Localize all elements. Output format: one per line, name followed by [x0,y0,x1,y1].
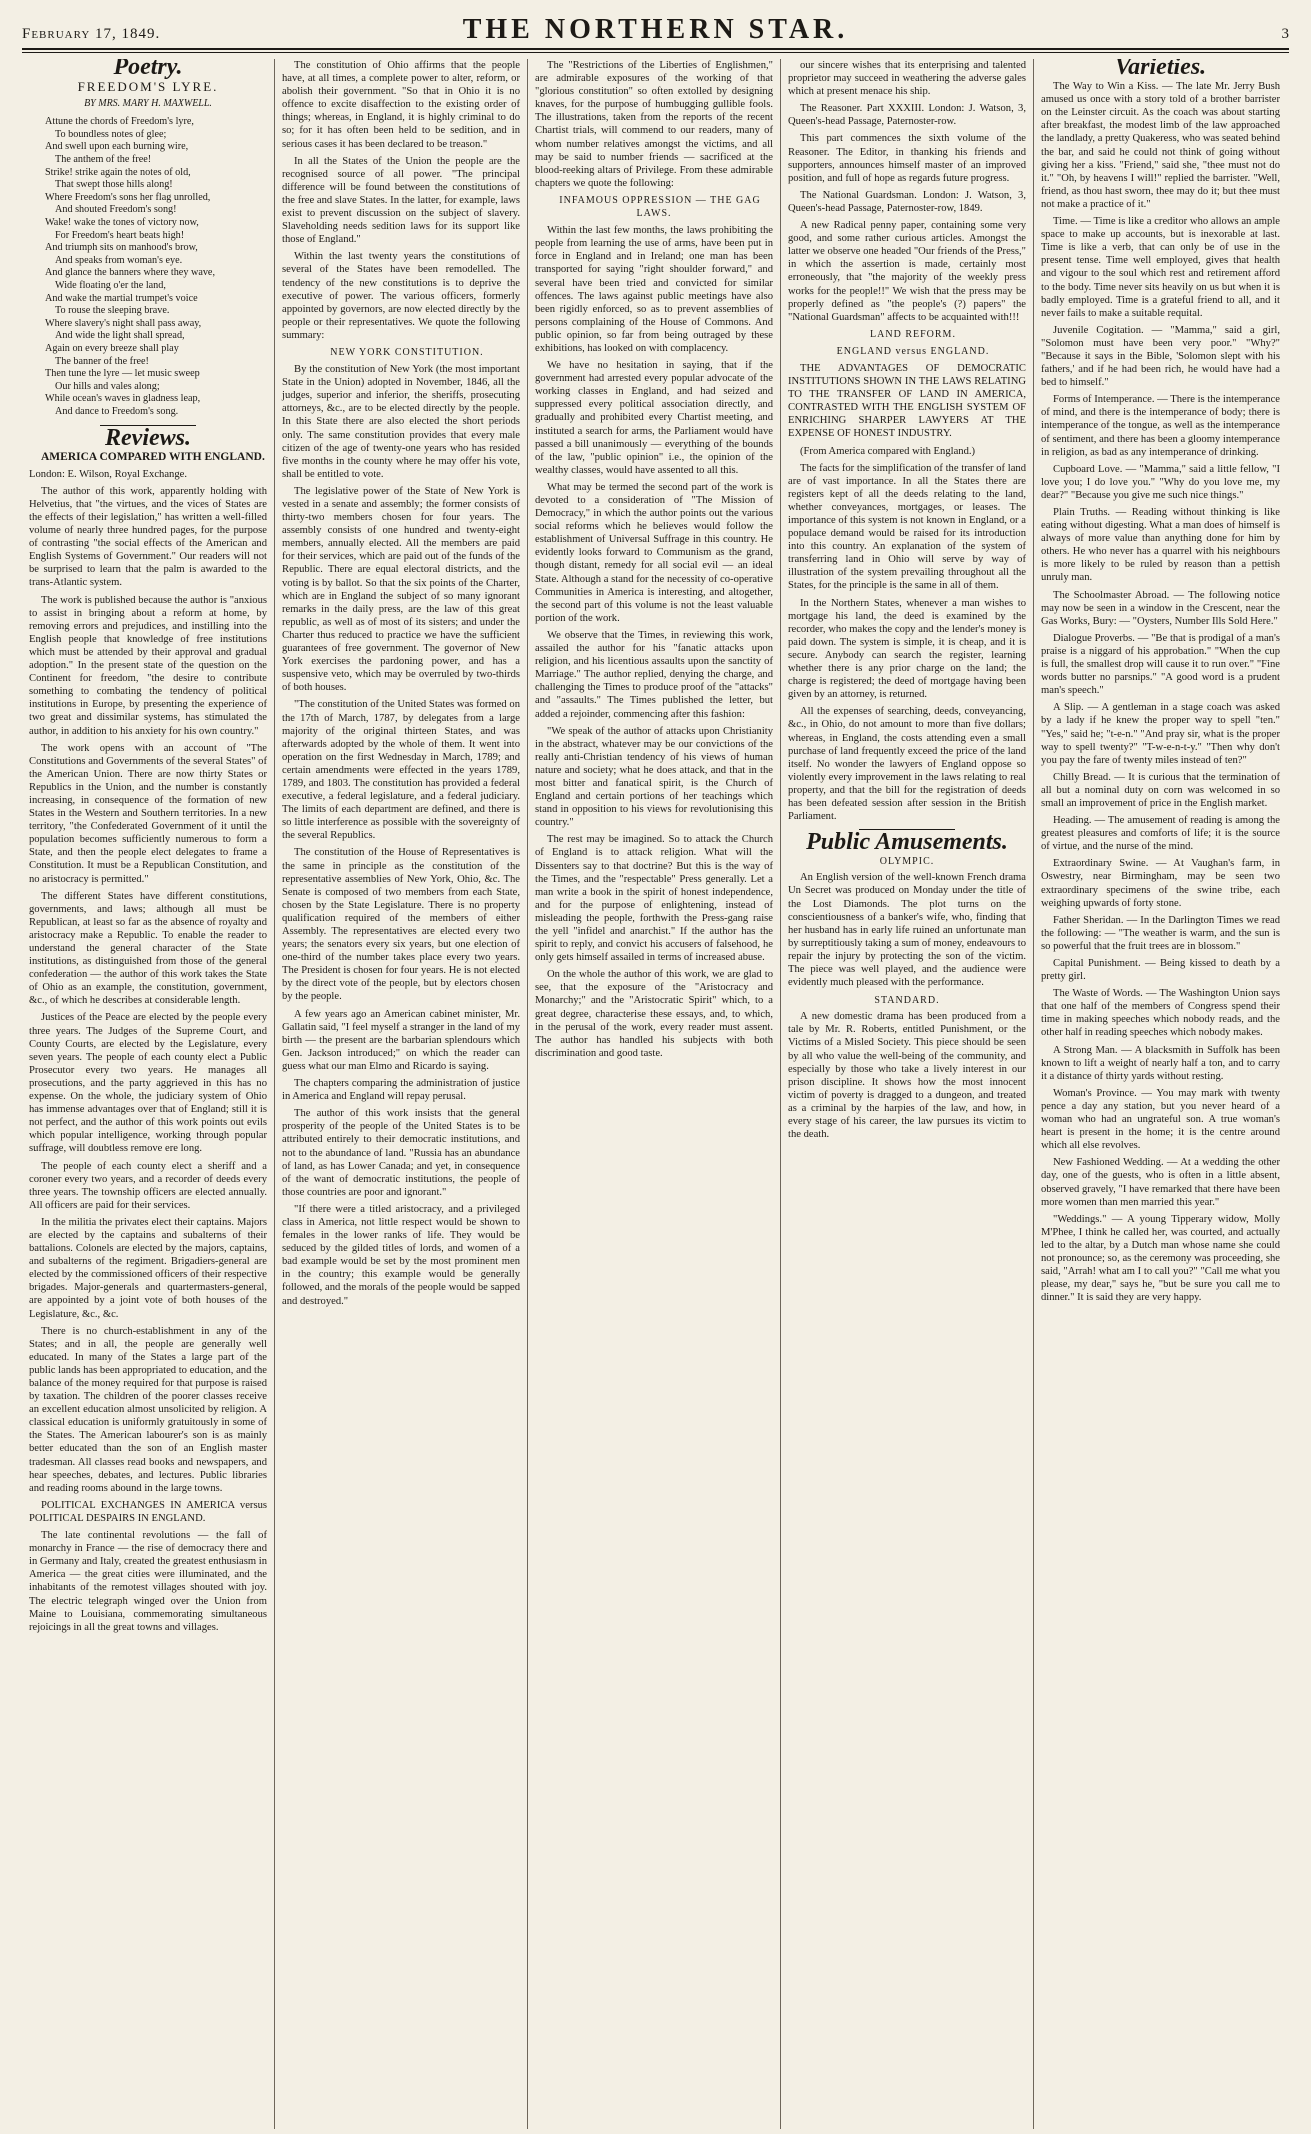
poem-body [45,116,267,418]
article-paragraph: The people of each county elect a sheriff and a coroner every two years, and a recorder of deeds every three years. The township officers are elected annually. All officers are paid for their services. [29,1160,267,1211]
column-1 [22,59,275,2129]
newspaper-title: THE NORTHERN STAR. [462,14,849,45]
article-paragraph: The Way to Win a Kiss. — The late Mr. Jerry Bush amused us once with a story told of a brother barrister on the Leinster circuit. As the coach was about starting after breakfast, the modest limb of the law approached the landlady, a pretty Quakeress, who was seated behind the bar, and said he could not think of going without giving her a kiss. "Friend," said she, "thee must not do it." "Oh, by heavens I will!" replied the barrister. "Well, friend, as thou hast sworn, thee may do it; but thee must not make a practice of it." [1041,81,1280,210]
article-paragraph: Heading. — The amusement of reading is among the greatest pleasures and comforts of life; it is the source of virtue, and the nurse of the mind. [1041,815,1280,853]
article-paragraph: Within the last twenty years the constitutions of several of the States have been remodelled. The tendency of the new constitutions is to deprive the executive of power. The various officers, formerly appointed by governors, are now elected directly by the people or their representatives. We quote the following summary: [282,251,520,341]
article-paragraph: In the Northern States, whenever a man wishes to mortgage his land, the deed is examined by the recorder, who makes the copy and the lender's money is paid down. The system is simple, it is cheap, and it is secure. Anybody can search the register, learning whether there is any prior charge on the land; the charge is registered; the deed of mortgage having been given by an attorney, is returned. [788,597,1026,701]
article-paragraph: The "Restrictions of the Liberties of Englishmen," are admirable exposures of the working of that "glorious constitution" so often extolled by designing knaves, for the purpose of humbugging gullible fools. The illustrations, taken from the reports of the recent Chartist trials, will commend to our readers, many of whom number relatives amongst the victims, and all may be said to number friends — sacrificed at the blood-reeking altars of Privilege. From these admirable chapters we quote the following: [535,60,773,189]
article-paragraph: By the constitution of New York (the most important State in the Union) adopted in November, 1846, all the judges, superior and inferior, the sheriffs, prosecuting attorneys, &c., are to be elected directly by the people. In this State there are also elected the short periods only. The same constitution provides that every male citizen of the age of twenty-one years who has resided five months in the county where he may offer his vote, shall be entitled to vote. [282,364,520,480]
poem-line: Wake! wake the tones of victory now, [45,217,199,229]
subsection-heading: NEW YORK CONSTITUTION. [330,346,484,358]
article-paragraph: This part commences the sixth volume of the Reasoner. The Editor, in thanking his friends and supporters, announces himself master of an improved position, and full of hope as regards future progress. [788,133,1026,184]
column-2-body [282,59,520,1308]
article-paragraph: A few years ago an American cabinet minister, Mr. Gallatin said, "I feel myself a stranger in the land of my birth — the present are the barbarian splendours which Gen. Jackson introduced;" on which the reader can guess what our man Elmo and Ricardo is saying. [282,1008,520,1072]
poem-line: To rouse the sleeping brave. [55,305,170,317]
poem-line: And wake the martial trumpet's voice [45,292,198,304]
article-paragraph: Capital Punishment. — Being kissed to death by a pretty girl. [1041,958,1280,983]
article-paragraph: Plain Truths. — Reading without thinking is like eating without digesting. What a man does of himself is always of more value than anything done for him by others. He who never has a quarrel with his neighbours is more likely to be ruled by reason than a pettish unruly man. [1041,507,1280,584]
poem-line: To boundless notes of glee; [55,128,167,140]
article-paragraph: Forms of Intemperance. — There is the intemperance of mind, and there is the intemperance of body; there is intemperance of the tongue, as well as the intemperance of sentiment, and there has been a gloomy intemperance in religion, as bad as any intemperance of drinking. [1041,394,1280,458]
article-paragraph: A Strong Man. — A blacksmith in Suffolk has been known to lift a weight of nearly half a ton, and to carry it a distance of thirty yards without resting. [1041,1044,1280,1082]
article-paragraph: We observe that the Times, in reviewing this work, assailed the author for his "fanatic attacks upon religion, and his licentious assaults upon the sanctity of Marriage." The author replied, denying the charge, and challenging the Times to produce proof of the "attacks" and "assaults." The Times published the letter, but added a rejoinder, commencing after this fashion: [535,629,773,720]
review-body [29,485,267,1634]
column-3-body [535,59,773,1060]
page-number: 3 [1281,26,1289,42]
reviews-heading: Reviews. [105,424,191,451]
article-paragraph: The rest may be imagined. So to attack the Church of England is to attack religion. What will the Dissenters say to that doctrine? But this is the way of the Times, and the "respectable" Press generally. Let a man write a book in the spirit of honest independence, and for the purpose of enlightening, instead of misleading the people, forthwith the Press-gang raise the yell "infidel and anarchist." If the author has the spirit to reply, and convict his accusers of falsehood, he only gets himself assailed in terms of increased abuse. [535,834,773,964]
article-paragraph: The constitution of Ohio affirms that the people have, at all times, a complete power to alter, reform, or abolish their government. "So that in Ohio it is no offence to excite disaffection to the existing order of things; whereas, in England, it is highly criminal to do so; for it has often been held to be sedition, and in serious cases it has been declared to be treason." [282,60,520,150]
article-paragraph: A Slip. — A gentleman in a stage coach was asked by a lady if he knew the proper way to spell "ten." "Yes," said he; "t-e-n." "And pray sir, what is the proper way to spell twenty?" "T-w-e-n-t-y." "Then why don't you pay the fare of twenty miles instead of ten?" [1041,702,1280,766]
article-paragraph: Cupboard Love. — "Mamma," said a little fellow, "I love you; I do love you." "Why do you love me, my dear?" "Because you give me such nice things." [1041,463,1280,501]
standard-heading: STANDARD. [874,995,940,1007]
article-paragraph: A new Radical penny paper, containing some very good, and some rather curious articles. Amongst the latter we observe one headed "Our friends of the Press," in which the assertion is made, certainly most erroneously, that "the majority of the weekly press works for the people!!" We wish that the press may be properly defined as "the people's (?) papers" the "National Guardsman" affects to be acquainted with!!! [788,220,1026,323]
article-paragraph: Chilly Bread. — It is curious that the termination of all but a nominal duty on corn was welcomed in so small an improvement of price in the English market. [1041,771,1280,809]
column-3 [528,59,781,2129]
column-5-body [1041,80,1280,1304]
article-paragraph: THE ADVANTAGES OF DEMOCRATIC INSTITUTIONS SHOWN IN THE LAWS RELATING TO THE TRANSFER OF LAND IN AMERICA, CONTRASTED WITH THE ENGLISH SYSTEM OF ENRICHING SHARPER LAWYERS AT THE EXPENSE OF HONEST INDUSTRY. [788,362,1026,440]
column-4-body [788,59,1026,823]
article-paragraph: There is no church-establishment in any of the States; and in all, the people are generally well educated. In many of the States a large part of the public lands has been appropriated to education, and the balance of the money required for that purpose is raised by taxation. The children of the poorer classes receive an excellent education almost unsolicited by religion. A classical education is uniformly gratuitously in some of the States. The American labourer's son is as mainly better educated than the son of an English master tradesman. All classes read books and newspapers, and hear speeches, debates, and lectures. Public libraries and reading rooms abound in the large towns. [29,1325,267,1494]
poem-line: The banner of the free! [55,355,149,367]
poem-line: And wide the light shall spread, [55,330,185,342]
article-paragraph: Father Sheridan. — In the Darlington Times we read the following: — "The weather is warm, and the sun is so powerful that the fruit trees are in blossom." [1041,914,1280,952]
column-2 [275,59,528,2129]
review-imprint: London: E. Wilson, Royal Exchange. [29,468,187,480]
article-paragraph: The facts for the simplification of the transfer of land are of vast importance. In all the States there are registers kept of all the deeds relating to the land, whether conveyances, mortgages, or leases. The importance of this system is not known in England, or a populace demand would be raised for its introduction into this country. An explanation of the system of transferring land in Ohio will serve by way of illustration of the system prevailing throughout all the States, for the principle is the same in all of them. [788,462,1026,592]
olympic-review: An English version of the well-known French drama Un Secret was produced on Monday under the title of the Lost Diamonds. The plot turns on the conscientiousness of a banker's wife, who, finding that her husband has in early life ruined an unfortunate man by surreptitiously taking a sum of money, endeavours to repair the injury by protecting the son of the victim. The piece was well played, and the audience were evidently much pleased with the performance. [788,872,1026,989]
article-paragraph: In all the States of the Union the people are the recognised source of all power. "The principal difference will be found between the constitutions of the free and slave States. In the latter, for example, laws exist to prevent discussion on the subject of slavery. Slaveholding needs sedition laws for its support like those of England." [282,155,520,246]
olympic-heading: OLYMPIC. [879,856,935,868]
article-paragraph: POLITICAL EXCHANGES IN AMERICA versus POLITICAL DESPAIRS IN ENGLAND. [29,1499,267,1524]
subsection-heading: ENGLAND versus ENGLAND. [836,345,990,357]
column-5 [1034,59,1287,2129]
masthead-rule [22,52,1289,53]
article-paragraph: New Fashioned Wedding. — At a wedding the other day, one of the guests, who is often in a little absent, observed gravely, "I have remarked that there have been more women than men married this year." [1041,1157,1280,1208]
article-paragraph: We have no hesitation in saying, that if the government had arrested every popular advocate of the working classes in England, and had seized and suppressed every political association directly, and gradually and prohibited every Chartist meeting, and instituted a search for arms, the Parliament would have passed a bill unanimously — everything of the bounds of the law, "public opinion" i.e., the opinion of the wealthy classes, would have assented to all this. [535,360,773,476]
poem-line: Where slavery's night shall pass away, [45,317,202,329]
article-paragraph: "If there were a titled aristocracy, and a privileged class in America, not little respect would be shown to females in the lower ranks of life. They would be seduced by the gilded titles of lords, and women of a bad example would be set by the most prominent men in the country; this example would be generally followed, and the morals of the people would be sapped and destroyed." [282,1203,520,1307]
poem-line: Attune the chords of Freedom's lyre, [45,116,194,128]
poem-line: Wide floating o'er the land, [55,280,166,291]
poem-line: And glance the banners where they wave, [45,267,216,279]
poem-line: Where Freedom's sons her flag unrolled, [45,191,211,203]
article-paragraph: Woman's Province. — You may mark with twenty pence a day any station, but you never heard of a woman who had an ungrateful son. A true woman's heart is present in the home; it is the centre around which all else revolves. [1041,1087,1280,1152]
masthead [22,14,1289,50]
article-paragraph: On the whole the author of this work, we are glad to see, that the exposure of the "Aristocracy and Monarchy;" and the "Aristocratic Spirit" which, to a great degree, characterise these essays, and, to which, in the perusal of the work, every reader must assent. The author has handled his subjects with both discrimination and good taste. [535,969,773,1059]
article-paragraph: The Reasoner. Part XXXIII. London: J. Watson, 3, Queen's-head Passage, Paternoster-row. [788,103,1026,128]
subsection-heading: INFAMOUS OPPRESSION — THE GAG LAWS. [559,194,761,220]
article-paragraph: The author of this work insists that the general prosperity of the people of the United States is to be attributed entirely to their democratic institutions, and not to the abundance of land. "Russia has an abundance of land, as has Lower Canada; and yet, in consequence of the want of democratic institutions, the people of those countries are poor and ignorant." [282,1108,520,1198]
poem-line: And swell upon each burning wire, [45,141,189,153]
poem-line: And speaks from woman's eye. [55,254,183,266]
subsection-heading: LAND REFORM. [870,328,956,340]
article-paragraph: What may be termed the second part of the work is devoted to a consideration of "The Mission of Democracy," in which the author points out the various social reforms which he believes would follow the establishment of Universal Suffrage in this country. He evidently looks forward to Communism as the grand, though distant, remedy for all social evil — an ideal State. Although a stand for the necessity of co-operative Communities in America is interesting, and altogether, the second part of this volume is not the least valuable portion of the work. [535,481,773,624]
article-paragraph: The Schoolmaster Abroad. — The following notice may now be seen in a window in the Crescent, near the Gas Works, Bury: — "Oysters, Number Ills Sold Here." [1041,589,1280,627]
poem-line: The anthem of the free! [55,154,152,166]
column-4 [781,59,1034,2129]
article-paragraph: "Weddings." — A young Tipperary widow, Molly M'Phee, I think he called her, was courted, and actually led to the altar, by a Dutch man whose name she could not pronounce; so, as the ceremony was proceeding, she said, "Arrah! what am I to call you?" "Call me what you please, my dear," says he, "but be sure you call me to dinner." It is said they are very happy. [1041,1213,1280,1304]
poem-line: Again on every breeze shall play [45,342,179,354]
poem-line: That swept those hills along! [55,179,173,191]
article-paragraph: All the expenses of searching, deeds, conveyancing, &c., in Ohio, do not amount to more than five dollars; whereas, in England, the costs attending even a small purchase of land frequently exceed the price of the land itself. No wonder the lawyers of England oppose so violently every improvement in the laws relating to real property, and that the bill for the registration of deeds has been defeated session after session in the British Parliament. [788,706,1026,823]
article-paragraph: our sincere wishes that its enterprising and talented proprietor may succeed in weathering the adverse gales which at present menace his ship. [788,60,1026,98]
article-paragraph: (From America compared with England.) [800,445,976,457]
article-paragraph: The constitution of the House of Representatives is the same in principle as the constitution of the representative assemblies of New York, Ohio, &c. The Senate is composed of two members from each State, chosen by the State Legislature. There is no property qualification required of the members of either Assembly. The representatives are elected every two years; the senators every six years, but one election of one-third of the number takes place every two years. The President is chosen for four years. He is not elected by the direct vote of the people, but by electors chosen by the people. [282,847,520,1003]
poem-line: And dance to Freedom's song. [55,405,179,417]
varieties-heading: Varieties. [1114,59,1207,80]
article-paragraph: The chapters comparing the administration of justice in America and England will repay perusal. [282,1078,520,1103]
article-paragraph: Juvenile Cogitation. — "Mamma," said a girl, "Solomon must have been very poor." "Why?" "Because it says in the Bible, 'Solomon slept with his fathers,' and if he had been rich, he would have had a bed to himself." [1041,324,1280,389]
poem-line: Then tune the lyre — let music sweep [45,368,200,380]
article-paragraph: Time. — Time is like a creditor who allows an ample space to make up accounts, but is inexorable at last. Time is like a verb, that can only be of use in the present tense. Time well employed, gives that health and vigour to the soul which rest and retirement afford to the body. Time never sits heavily on us but when it is badly employed. Time is a grateful friend to all, and it never fails to make a suitable requital. [1041,216,1280,319]
poem-line: Strike! strike again the notes of old, [45,166,191,178]
article-paragraph: The author of this work, apparently holding with Helvetius, that "the virtues, and the vices of States are the effects of their legislation," has written a well-filled volume of nearly three hundred pages, for the purpose of contrasting "the social effects of the American and English Systems of Government." Our readers will not be surprised to learn that the palm is awarded to the trans-Atlantic system. [29,485,267,589]
article-paragraph: The Waste of Words. — The Washington Union says that one half of the members of Congress spend their time in making speeches which nobody reads, and the other half in reading speeches which nobody makes. [1041,988,1280,1039]
poem-title: FREEDOM'S LYRE. [77,79,219,95]
article-paragraph: The legislative power of the State of New York is vested in a senate and assembly; the former consists of thirty-two members chosen for four years. The assembly consists of one hundred and twenty-eight members, annually elected. All the members are paid for their services, which are paid out of the funds of the Republic. There are equal electoral districts, and the voting is by ballot. So that the six points of the Charter, which are in England the subject of so many ignorant remarks in the daily press, are the law of this great republic, as well as of most of its sisters; and under the Charter thus reduced to practice we have the sufficient guarantees of free government. The governor of New York exercises the pardoning power, and has a suspensive veto, which may be overruled by two-thirds of both houses. [282,485,520,694]
poem-line: While ocean's waves in gladness leap, [45,393,201,405]
article-paragraph: Justices of the Peace are elected by the people every three years. The Judges of the Supreme Court, and County Courts, are elected by the Legislature, every seven years. The people of each county elect a Public Prosecutor every two years. He manages all prosecutions, and the party aggrieved in this has no expense. On the whole, the judiciary system of Ohio has immense advantages over that of England; still it is not perfect, and the author of this work points out evils which popular intelligence, working through popular suffrage, will doubtless remove ere long. [29,1012,267,1155]
review-title: AMERICA COMPARED WITH ENGLAND. [41,450,265,463]
poem-line: For Freedom's heart beats high! [55,229,185,241]
article-paragraph: The work is published because the author is "anxious to assist in bringing about a reform at home, by removing errors and prejudices, and instilling into the English people that knowledge of free institutions which must be attended by their approval and gradual adoption." In the present state of the question on the Continent for freedom, "the desire to contribute something to combating the tendency of political institutions in Europe, by presenting the experience of two great and dissimilar systems, has stimulated the author, in addition to his anxiety for his own country." [29,594,267,737]
issue-date: February 17, 1849. [22,26,161,42]
article-paragraph: The different States have different constitutions, governments, and laws; although all must be Republican, at least so far as the absence of royalty and aristocracy make a Republic. To enable the reader to understand the general character of the State institutions, as distinguished from those of the general confederation — the author of this work takes the State of Ohio as an example, the constitution, government, &c., of which he describes at considerable length. [29,890,267,1007]
article-paragraph: Extraordinary Swine. — At Vaughan's farm, in Oswestry, near Birmingham, may be seen two extraordinary specimens of the swine tribe, each weighing upwards of forty stone. [1041,858,1280,909]
article-paragraph: Within the last few months, the laws prohibiting the people from learning the use of arms, have been put in force in England and in Ireland; one man has been transported for saying "right shoulder forward," and several have been tried and convicted for similar offences. The laws against public meetings have also been rigidly enforced, so as to prevent assemblies of persons complaining of the House of Commons. And public opinion, so far from being outraged by these exhibitions, has looked on with complacency. [535,225,773,354]
article-paragraph: The work opens with an account of "The Constitutions and Governments of the several States" of the American Union. There are now thirty States or Republics in the Union, and the number is constantly increasing, in consequence of the formation of new States in the Western and Southern territories. In a new territory, "the Confederated Government of it until the population becomes sufficiently numerous to form a State, and then the people elect delegates to frame a Constitution. It must be a Republican Constitution, and no aristocracy is permitted." [29,742,267,885]
poem-line: And triumph sits on manhood's brow, [45,242,198,254]
article-paragraph: In the militia the privates elect their captains. Majors are elected by the captains and subalterns of their battalions. Colonels are elected by the majors, captains, and subalterns of the regiment. Brigadiers-general are elected by the commissioned officers of their respective brigades. Major-generals and quartermasters-general, are appointed by a joint vote of both houses of the Legislature, &c., &c. [29,1216,267,1320]
article-paragraph: "We speak of the author of attacks upon Christianity in the abstract, whatever may be our convictions of the really anti-Christian tendency of his views of human nature and society; what he does attack, and that in the most bitter and fanatical spirit, is the Church of England and certain portions of her teachings which stand in opposition to his views for revolutionising this country." [535,725,773,829]
columns [22,59,1289,2129]
article-paragraph: The late continental revolutions — the fall of monarchy in France — the rise of democracy there and in Germany and Italy, created the greatest enthusiasm in America — the great cities were illuminated, and the inhabitants of the remotest villages shouted with joy. The electric telegraph winged over the Union from Maine to Louisiana, commemorating simultaneous rejoicings in all the great towns and villages. [29,1530,267,1633]
poem-line: And shouted Freedom's song! [55,204,177,216]
article-paragraph: "The constitution of the United States was formed on the 17th of March, 1787, by delegates from a large majority of the original thirteen States, and was afterwards adopted by the whole of them. It went into operation on the first Wednesday in March, 1789; and certain amendments were effected in the years 1789, 1789, and 1803. The constitution has provided a federal executive, a federal legislature, and a federal judiciary. The limits of each department are defined, and there is so little interference as possible with the sovereignty of the several Republics. [282,699,520,842]
standard-review: A new domestic drama has been produced from a tale by Mr. R. Roberts, entitled Punishment, or the Victims of a Misled Society. This piece should be seen by all who value the well-being of the community, and especially by those who take a lively interest in our prison discipline. It shows how the most innocent victim of poverty is dragged to a dungeon, and treated as a criminal by the harpies of the law, and how, in every stage of his career, the law pursues its victim to the death. [788,1011,1026,1141]
poem-line: Our hills and vales along; [55,380,160,392]
article-paragraph: The National Guardsman. London: J. Watson, 3, Queen's-head Passage, Paternoster-row, 1849. [788,189,1026,214]
poetry-heading: Poetry. [113,59,183,80]
amusements-heading: Public Amusements. [806,829,1008,856]
article-paragraph: Dialogue Proverbs. — "Be that is prodigal of a man's praise is a niggard of his approbation." "When the cup is full, the smallest drop will cause it to run over." "Fine words butter no parsnips." "A good word is a prudent man's speech." [1041,632,1280,697]
poem-author: BY MRS. MARY H. MAXWELL. [84,98,212,110]
